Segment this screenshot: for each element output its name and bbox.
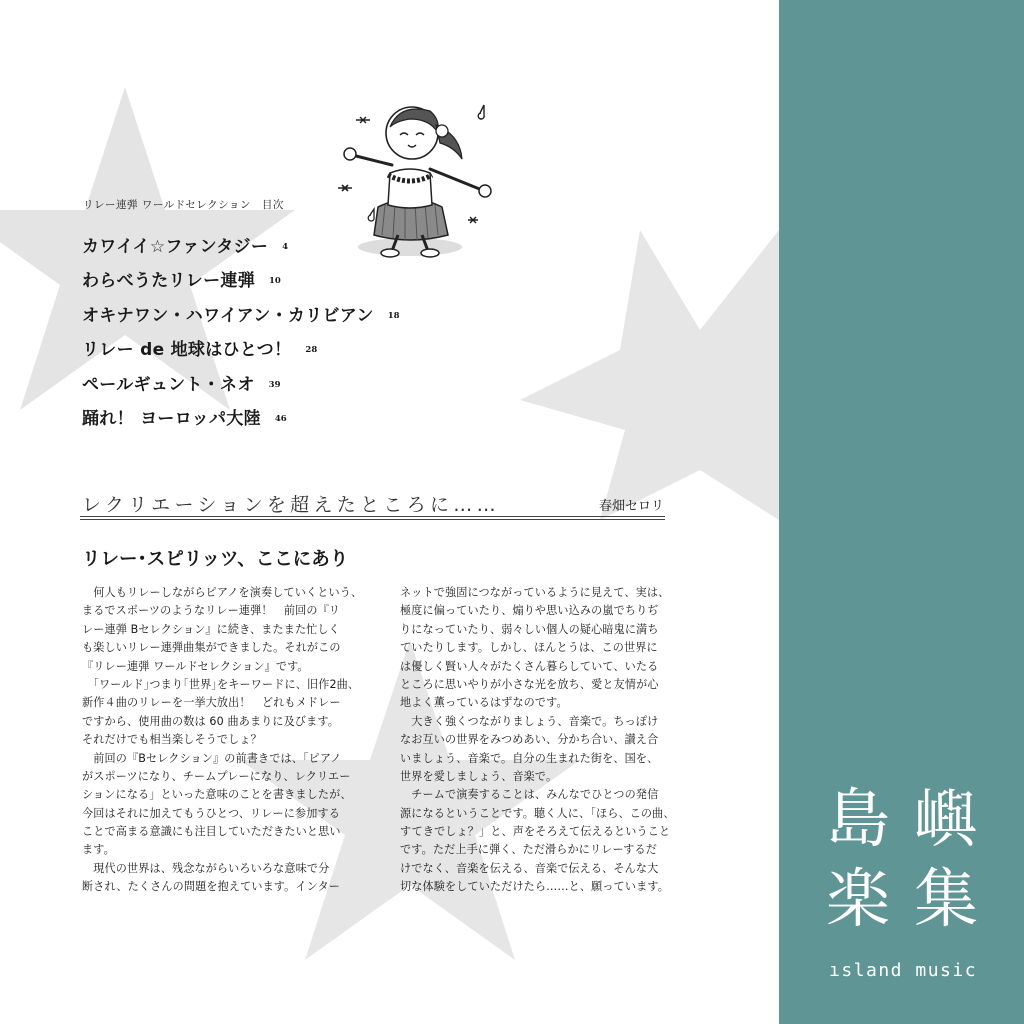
toc-item-page: 39 bbox=[268, 379, 281, 390]
text-line: 大きく強くつながりましょう、音楽で。ちっぽけ bbox=[400, 714, 659, 728]
logo-subtitle: ısland music bbox=[829, 960, 978, 981]
toc-item-page: 28 bbox=[305, 345, 318, 356]
toc-item-title: オキナワン・ハワイアン・カリビアン bbox=[82, 305, 374, 326]
toc-item-page: 18 bbox=[387, 310, 400, 321]
toc-item[interactable] bbox=[82, 266, 400, 300]
toc-item-title: リレー de 地球はひとつ！ bbox=[82, 340, 292, 361]
text-line: ですから、使用曲の数は 60 曲あまりに及びます。 bbox=[82, 714, 340, 728]
author-name: 春畑セロリ bbox=[599, 499, 665, 514]
text-line: ネットで強固につながっているように見えて、実は、 bbox=[400, 586, 670, 599]
text-line: ことで高まる意識にも注目していただきたいと思い bbox=[82, 825, 341, 839]
toc-item-page: 10 bbox=[269, 276, 281, 287]
text-line: ます。 bbox=[82, 843, 115, 857]
text-line: 切な体験をしていただけたら……と、願っています。 bbox=[400, 880, 669, 894]
toc-item-title: わらべうたリレー連弾 bbox=[82, 271, 255, 292]
toc-item-page: 4 bbox=[282, 242, 289, 252]
text-line: 断され、たくさんの問題を抱えています。インター bbox=[82, 880, 340, 894]
toc-item[interactable] bbox=[82, 301, 400, 335]
toc-item-title: 踊れ！ ヨーロッパ大陸 bbox=[82, 408, 261, 429]
text-line: それだけでも相当楽しそうでしょ？ bbox=[82, 733, 262, 747]
text-line: ｢ワールド｣つまり｢世界｣をキーワードに、旧作2曲、 bbox=[82, 677, 360, 691]
text-line: いましょう、音楽で。自分の生まれた街を、国を、 bbox=[400, 751, 659, 765]
toc-item-title: ペールギュント・ネオ bbox=[82, 374, 255, 395]
text-line: 今回はそれに加えてもうひとつ、リレーに参加する bbox=[82, 806, 340, 820]
text-line: レー連弾 Bセレクション』に続き、またまた忙しく bbox=[82, 622, 340, 636]
logo-text-line1: 島嶼 bbox=[826, 783, 1002, 857]
text-line: すてきでしょ？」と、声をそろえて伝えるということ bbox=[400, 825, 671, 839]
toc-item-title: カワイイ☆ファンタジー bbox=[82, 237, 269, 257]
toc-item-page: 46 bbox=[274, 413, 287, 424]
toc-item[interactable] bbox=[82, 404, 400, 438]
article-column-left bbox=[82, 584, 362, 897]
toc-item[interactable] bbox=[82, 370, 400, 404]
text-line: まるでスポーツのようなリレー連弾！ 前回の『リ bbox=[82, 604, 341, 618]
text-line: 前回の『Bセレクション』の前書きでは、「ピアノ bbox=[82, 751, 342, 765]
article-column-right bbox=[400, 584, 675, 897]
text-line: ていたりします。しかし、ほんとうは、この世界に bbox=[400, 641, 658, 655]
text-line: は優しく賢い人々がたくさん暮らしていて、いたる bbox=[400, 659, 659, 673]
star-shape-right bbox=[520, 230, 779, 520]
table-of-contents bbox=[82, 232, 400, 438]
text-line: も楽しいリレー連弾曲集ができました。それがこの bbox=[82, 641, 341, 655]
toc-item[interactable] bbox=[82, 232, 400, 266]
logo-text-line2: 楽集 bbox=[826, 863, 1002, 937]
section-title: レクリエーションを超えたところに…… bbox=[82, 494, 500, 516]
text-line: です。ただ上手に弾く、ただ滑らかにリレーするだ bbox=[400, 843, 657, 857]
text-line: 極度に偏っていたり、煽りや思い込みの嵐でちりぢ bbox=[400, 604, 659, 618]
article-title: リレー･スピリッツ、ここにあり bbox=[82, 549, 349, 570]
text-line: がスポーツになり、チームプレーになり、レクリエー bbox=[82, 769, 351, 783]
text-line: りになっていたり、弱々しい個人の疑心暗鬼に満ち bbox=[400, 622, 659, 636]
text-line: ところに思いやりが小さな光を放ち、愛と友情が心 bbox=[400, 677, 659, 691]
text-line: ションになる」といった意味のことを書きましたが、 bbox=[82, 788, 352, 802]
toc-item[interactable] bbox=[82, 335, 400, 369]
text-line: 現代の世界は、残念ながらいろいろな意味で分 bbox=[82, 861, 330, 875]
toc-heading: リレー連弾 ワールドセレクション 目次 bbox=[83, 199, 284, 211]
text-line: 世界を愛しましょう、音楽で。 bbox=[400, 769, 558, 783]
text-line: 何人もリレーしながらピアノを演奏していくという、 bbox=[82, 586, 363, 599]
text-line: 新作４曲のリレーを一挙大放出！ どれもメドレー bbox=[82, 696, 341, 710]
double-rule-divider bbox=[80, 516, 665, 520]
text-line: 『リレー連弾 ワールドセレクション』です。 bbox=[82, 659, 309, 673]
text-line: チームで演奏することは、みんなでひとつの発信 bbox=[400, 788, 659, 802]
text-line: 源になるということです。聴く人に、「ほら、この曲、 bbox=[400, 806, 675, 820]
text-line: なお互いの世界をみつめあい、分かち合い、讃え合 bbox=[400, 733, 659, 747]
text-line: 地よく薫っているはずなのです。 bbox=[400, 696, 568, 710]
text-line: けでなく、音楽を伝える、音楽で伝える、そんな大 bbox=[400, 861, 659, 875]
